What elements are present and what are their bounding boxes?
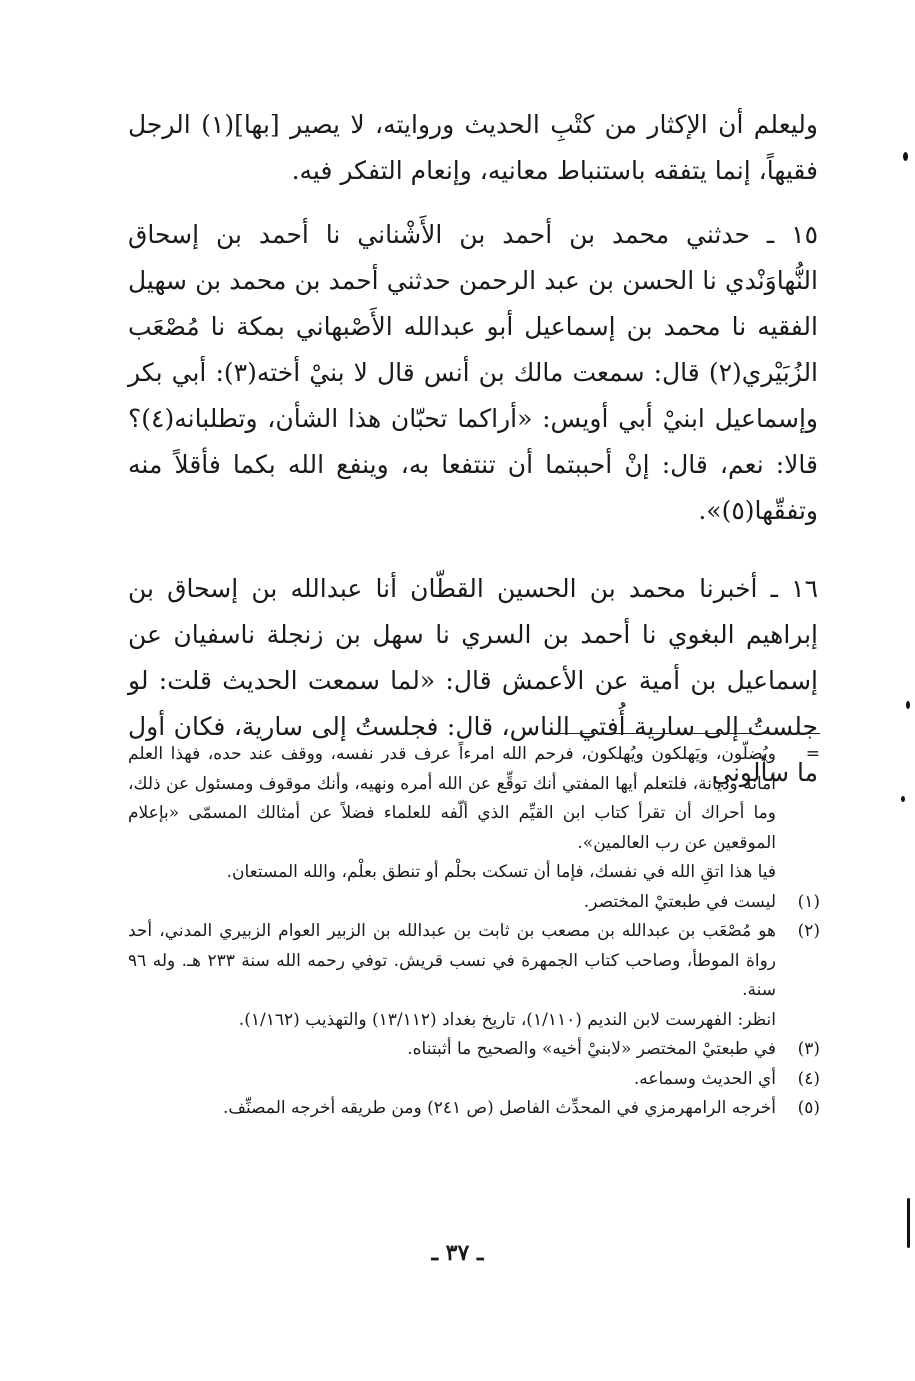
- footnote-1: [128, 888, 820, 918]
- margin-speck: [906, 701, 910, 709]
- footnote-text: في طبعتيْ المختصر «لابنيْ أخيه» والصحيح ما أثبتناه.: [407, 1039, 776, 1059]
- footnote-4: [128, 1065, 820, 1095]
- main-text: [128, 102, 818, 796]
- footnote-text: أي الحديث وسماعه.: [633, 1068, 776, 1089]
- footnote-marker: (٥): [797, 1098, 820, 1118]
- footnote-text: فيا هذا اتقِ الله في نفسك، فإما أن تسكت بحلْم أو تنطق بعلْم، والله المستعان.: [226, 862, 776, 882]
- footnote-marker: (٣): [797, 1039, 820, 1059]
- footnote-continuation-2: [128, 858, 820, 888]
- footnote-marker: (٤): [797, 1068, 820, 1089]
- footnote-2: [128, 917, 820, 1006]
- paragraph-intro: وليعلم أن الإكثار من كتْبِ الحديث وروايته، لا يصير [بها](١) الرجل فقيهاً، إنما يتفقه باستنباط معانيه، وإنعام التفكر فيه.: [128, 110, 818, 185]
- footnote-marker: =: [805, 744, 820, 764]
- footnote-text: انظر: الفهرست لابن النديم (١/١١٠)، تاريخ بغداد (١٣/١١٢) والتهذيب (١/١٦٢).: [238, 1009, 776, 1030]
- footnote-text: هو مُصْعَب بن عبدالله بن مصعب بن ثابت بن عبدالله بن الزبير العوام الزبيري المدني، أحد رواة الموطأ، وصاحب كتاب الجمهرة في نسب قريش. توفي رحمه الله سنة ٢٣٣ هـ. وله ٩٦ سنة.: [128, 921, 776, 1000]
- footnote-5: [128, 1094, 820, 1124]
- margin-speck: [903, 152, 908, 161]
- margin-speck: [901, 796, 905, 802]
- footnote-2-references: [128, 1006, 820, 1036]
- footnote-marker: (٢): [797, 921, 820, 941]
- hadith-16: ١٦ ـ أخبرنا محمد بن الحسين القطّان أنا عبدالله بن إسحاق بن إبراهيم البغوي نا أحمد بن السري نا سهل بن زنجلة ناسفيان عن إسماعيل بن أمية عن الأعمش قال: «لما سمعت الحديث قلت: لو جلستُ إلى سارية أُفتي الناس، قال: فجلستُ إلى سارية، فكان أول ما سألوني: [128, 574, 818, 787]
- footnotes: [128, 740, 820, 1124]
- footnote-separator: [558, 733, 820, 734]
- footnote-text: ليست في طبعتيْ المختصر.: [583, 891, 776, 912]
- footnote-marker: (١): [797, 891, 820, 912]
- page-number: ـ ٣٧ ـ: [431, 1240, 484, 1266]
- margin-speck: [907, 1198, 910, 1248]
- footnote-text: ويُضلّون، ويَهلكون ويُهلكون، فرحم الله امرءاً عرف قدر نفسه، ووقف عند حده، فهذا العلم أمانة وديانة، فلتعلم أيها المفتي أنك توقِّع عن الله أمره ونهيه، وأنك موقوف ومسئول عن ذلك، وما أحراك أن تقرأ كتاب ابن القيِّم الذي ألّفه للعلماء فضلاً عن أمثالك المسمّى «بإعلام الموقعين عن رب العالمين».: [128, 744, 776, 853]
- footnote-continuation: [128, 740, 820, 858]
- hadith-15: ١٥ ـ حدثني محمد بن أحمد بن الأَشْناني نا أحمد بن إسحاق النُّهاوَنْدي نا الحسن بن عبد الرحمن حدثني أحمد بن محمد بن سهيل الفقيه نا محمد بن إسماعيل أبو عبدالله الأَصْبهاني بمكة نا مُصْعَب الزُبَيْري(٢) قال: سمعت مالك بن أنس قال لا بنيْ أخته(٣): أبي بكر وإسماعيل ابنيْ أبي أويس: «أراكما تحبّان هذا الشأن، وتطلبانه(٤)؟ قالا: نعم، قال: إنْ أحببتما أن تنتفعا به، وينفع الله بكما فأقلاً منه وتفقّها(٥)».: [128, 220, 819, 525]
- footnote-text: أخرجه الرامهرمزي في المحدِّث الفاصل (ص ٢٤١) ومن طريقه أخرجه المصنِّف.: [223, 1098, 776, 1118]
- footnote-3: [128, 1035, 820, 1065]
